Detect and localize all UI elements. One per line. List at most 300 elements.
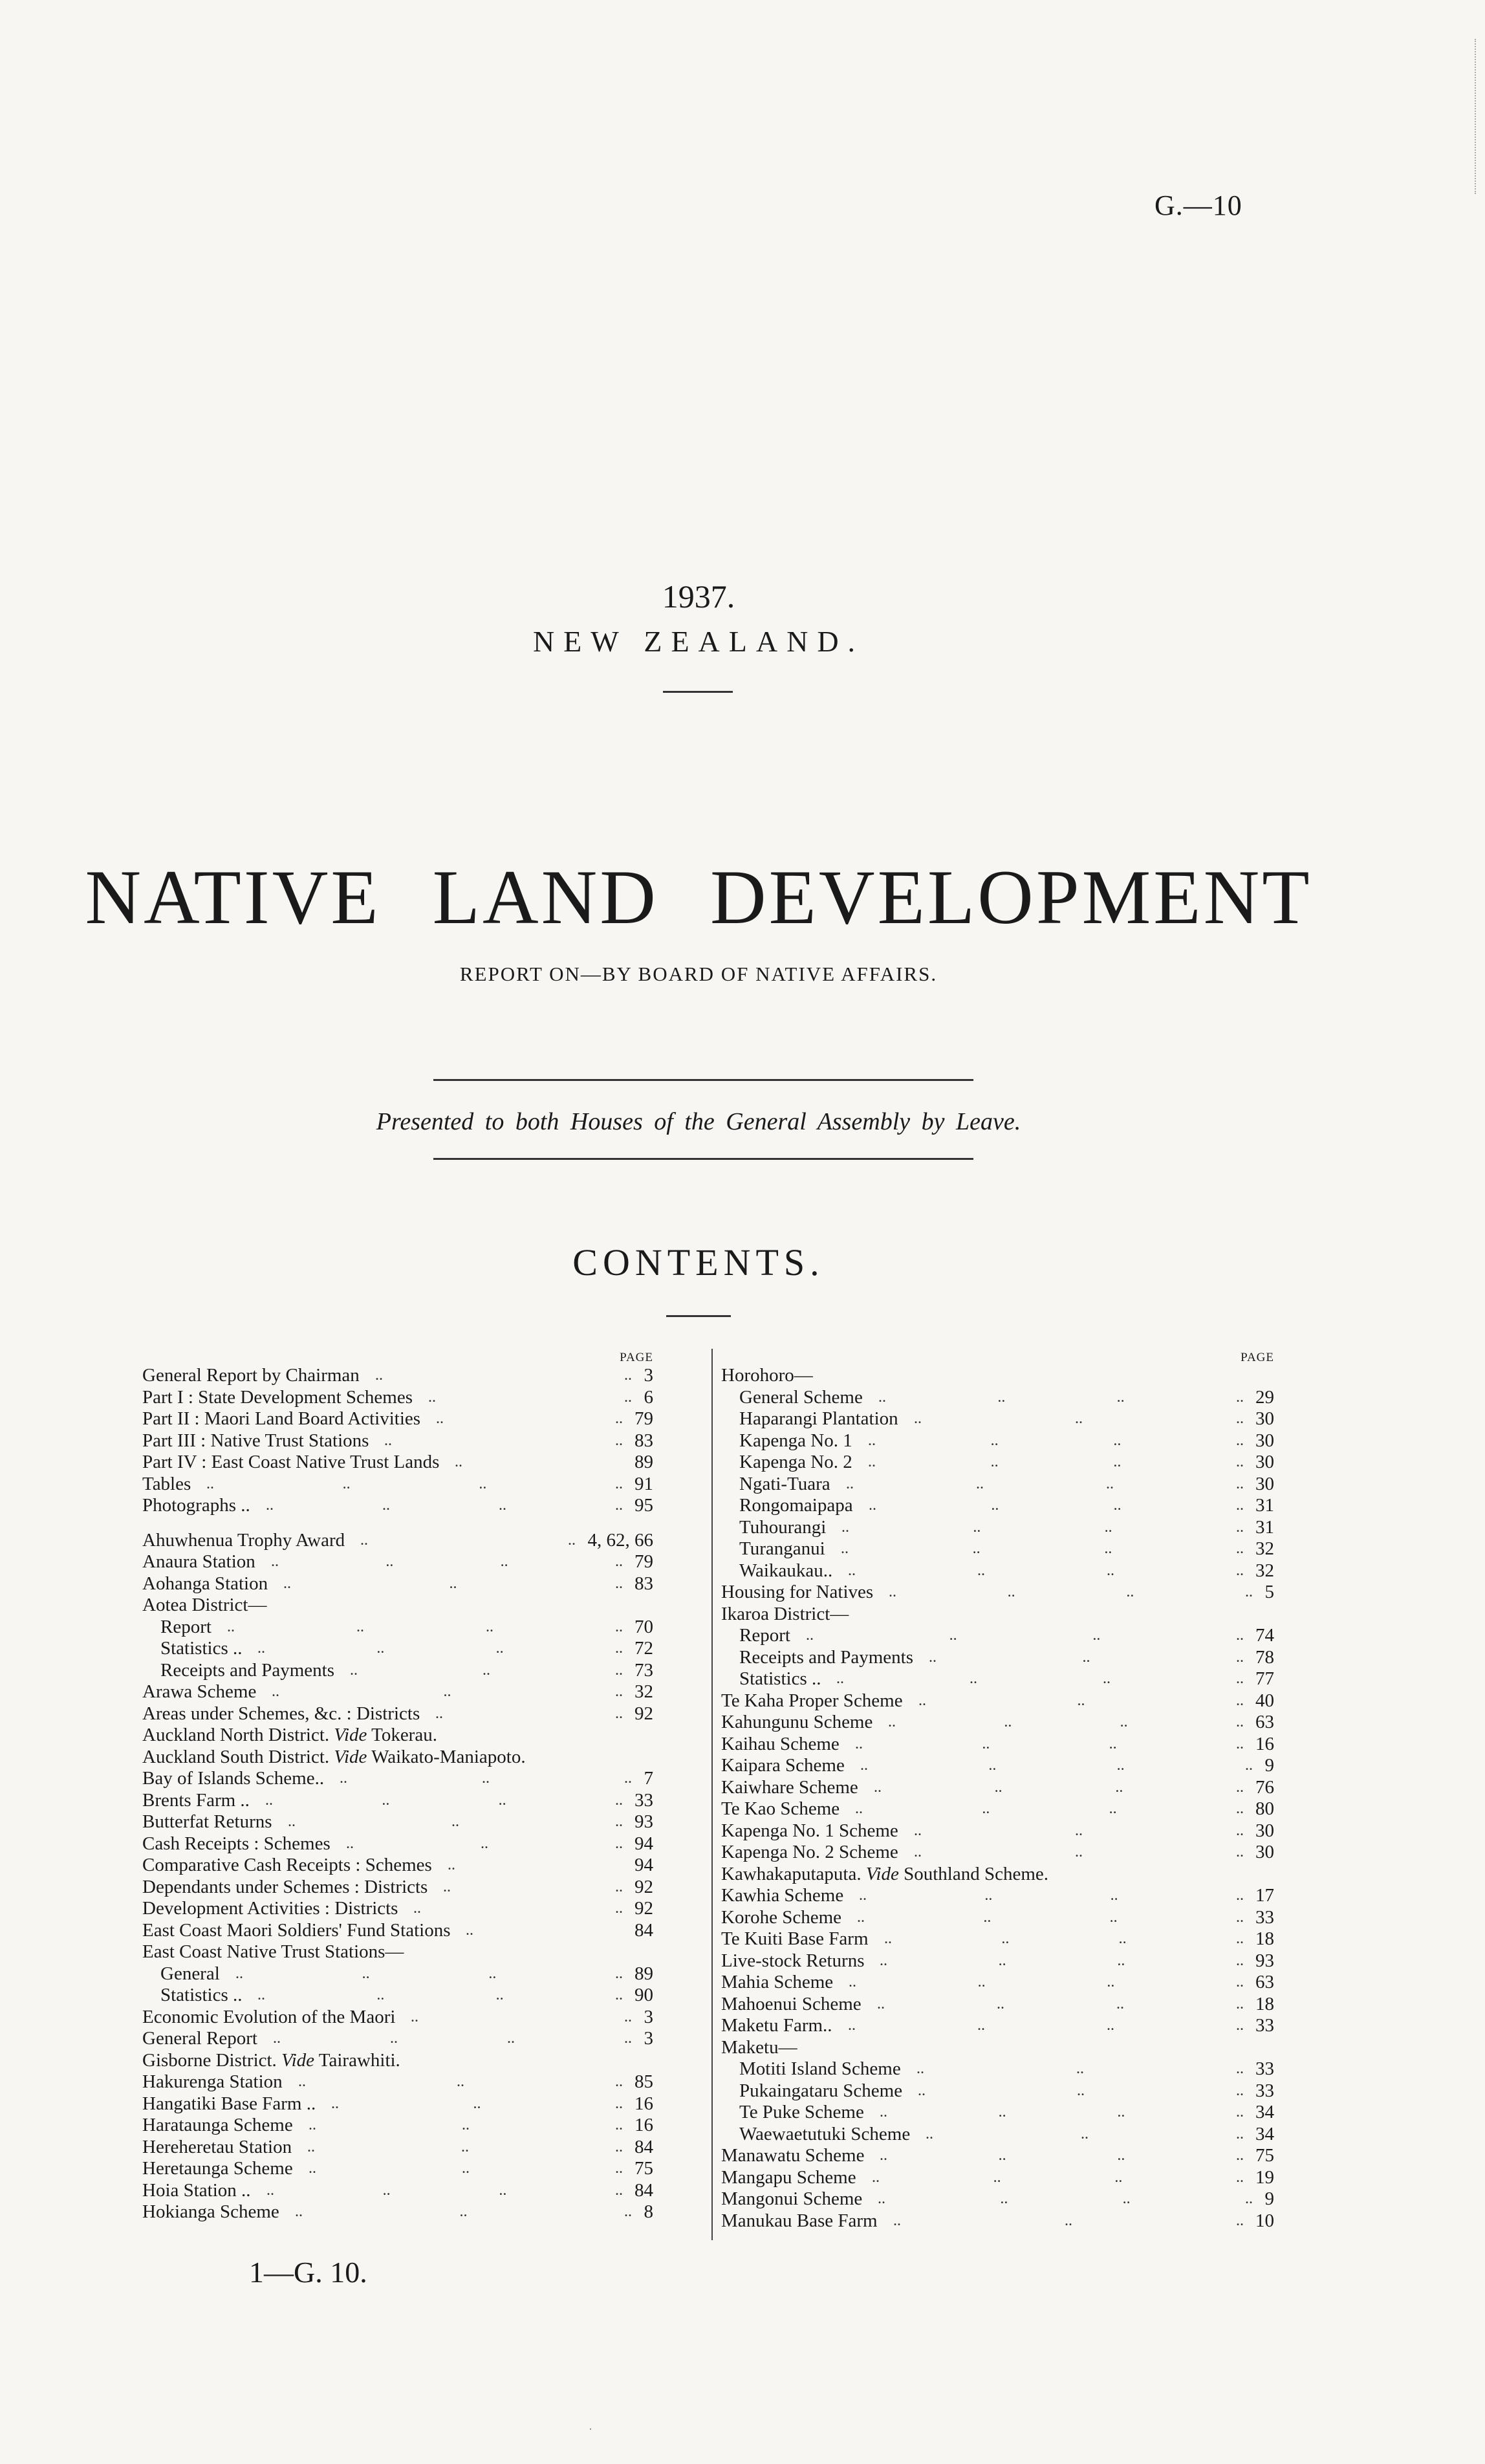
entry-page-number: 33 bbox=[1255, 1906, 1274, 1928]
entry-label: Hakurenga Station bbox=[142, 2071, 283, 2092]
contents-entry bbox=[721, 2015, 1274, 2037]
entry-page-number: 84 bbox=[634, 2136, 653, 2157]
entry-page-number: 3 bbox=[644, 2028, 653, 2049]
leader-dots: .. .. .. .. bbox=[868, 1454, 1244, 1470]
entry-label: Maketu— bbox=[721, 2036, 797, 2058]
contents-entry bbox=[721, 1712, 1274, 1734]
entry-label: Hereheretau Station bbox=[142, 2136, 292, 2157]
entry-label: Kaihau Scheme bbox=[721, 1733, 840, 1754]
entry-page-number: 75 bbox=[634, 2158, 653, 2179]
entry-page-number: 18 bbox=[1255, 1993, 1274, 2014]
leader-dots: .. .. .. .. bbox=[855, 1735, 1244, 1752]
entry-page-number: 90 bbox=[634, 1985, 653, 2005]
leader-dots: .. .. .. .. bbox=[846, 1475, 1244, 1492]
contents-entry bbox=[721, 1950, 1274, 1972]
contents-entry bbox=[142, 2050, 653, 2072]
contents-entry bbox=[142, 2201, 653, 2223]
entry-page-number: 34 bbox=[1255, 2123, 1274, 2144]
contents-entry bbox=[721, 1495, 1274, 1517]
entry-page-number: 95 bbox=[634, 1495, 653, 1516]
entry-label: Tables bbox=[142, 1473, 191, 1494]
leader-dots: .. .. .. .. bbox=[884, 1930, 1244, 1947]
contents-entry bbox=[721, 1387, 1274, 1409]
entry-label: Heretaunga Scheme bbox=[142, 2158, 293, 2179]
contents-entry bbox=[142, 1551, 653, 1573]
entry-page-number: 79 bbox=[634, 1551, 653, 1572]
entry-label: Ngati-Tuara bbox=[739, 1473, 830, 1494]
entry-label: Part III : Native Trust Stations bbox=[142, 1430, 369, 1451]
leader-dots: .. .. .. bbox=[914, 1410, 1244, 1427]
contents-entry bbox=[721, 2080, 1274, 2102]
entry-label: Arawa Scheme bbox=[142, 1681, 257, 1702]
entry-page-number: 19 bbox=[1255, 2166, 1274, 2188]
leader-dots: .. .. bbox=[384, 1432, 623, 1449]
contents-entry bbox=[721, 1408, 1274, 1430]
leader-dots: .. .. .. .. bbox=[836, 1670, 1244, 1687]
contents-entry bbox=[142, 1725, 653, 1747]
presented-line: Presented to both Houses of the General Assembly by Leave. bbox=[376, 1108, 1021, 1135]
leader-dots: .. .. .. .. bbox=[859, 1887, 1244, 1904]
leader-dots: .. .. .. bbox=[926, 2125, 1244, 2142]
entry-page-number: 32 bbox=[1255, 1560, 1274, 1581]
contents-entry bbox=[721, 2167, 1274, 2189]
leader-dots: .. .. .. .. bbox=[860, 1757, 1253, 1774]
entry-label: Gisborne District. Vide Tairawhiti. bbox=[142, 2049, 400, 2071]
entry-label: Waikaukau.. bbox=[739, 1560, 833, 1581]
leader-dots: .. .. .. .. bbox=[855, 1800, 1244, 1817]
entry-label: Ahuwhenua Trophy Award bbox=[142, 1529, 345, 1551]
entry-label: Report bbox=[160, 1616, 211, 1637]
leader-dots: .. .. bbox=[375, 1367, 632, 1384]
contents-entry bbox=[142, 2180, 653, 2202]
entry-label: Te Kuiti Base Farm bbox=[721, 1928, 869, 1949]
entry-label: Mahoenui Scheme bbox=[721, 1993, 862, 2014]
contents-entry bbox=[721, 1452, 1274, 1474]
leader-dots: .. .. .. .. bbox=[872, 2168, 1244, 2186]
contents-entry bbox=[142, 1452, 653, 1474]
entry-page-number: 34 bbox=[1255, 2102, 1274, 2122]
contents-entry bbox=[142, 1617, 653, 1639]
cross-reference: Tairawhiti. bbox=[318, 2049, 400, 2071]
leader-dots: .. bbox=[466, 1921, 473, 1939]
leader-dots: .. .. .. .. bbox=[878, 1388, 1244, 1406]
entry-page-number: 33 bbox=[1255, 2080, 1274, 2101]
entry-page-number: 78 bbox=[1255, 1646, 1274, 1668]
entry-label: Areas under Schemes, &c. : Districts bbox=[142, 1703, 420, 1724]
entry-page-number: 8 bbox=[644, 2201, 653, 2222]
leader-dots: .. .. .. bbox=[272, 1683, 623, 1700]
entry-page-number: 6 bbox=[644, 1386, 653, 1408]
entry-page-number: 18 bbox=[1255, 1928, 1274, 1949]
leader-dots: .. .. .. .. bbox=[265, 1791, 623, 1809]
vide-marker: Vide bbox=[281, 2049, 315, 2071]
entry-label: Aohanga Station bbox=[142, 1573, 268, 1594]
contents-entry bbox=[142, 1681, 653, 1703]
entry-label: Live-stock Returns bbox=[721, 1950, 865, 1971]
entry-page-number: 33 bbox=[634, 1789, 653, 1811]
entry-label: Kaiwhare Scheme bbox=[721, 1776, 858, 1798]
entry-page-number: 83 bbox=[634, 1430, 653, 1451]
contents-entry bbox=[721, 1604, 1274, 1626]
leader-dots: .. .. .. bbox=[340, 1770, 632, 1787]
entry-page-number: 30 bbox=[1255, 1408, 1274, 1429]
entry-page-number: 80 bbox=[1255, 1798, 1274, 1819]
entry-page-number: 30 bbox=[1255, 1473, 1274, 1494]
contents-entry bbox=[142, 1595, 653, 1617]
contents-entry bbox=[142, 2093, 653, 2115]
entry-label: Turanganui bbox=[739, 1538, 825, 1559]
entry-page-number: 77 bbox=[1255, 1668, 1274, 1689]
entry-page-number: 31 bbox=[1255, 1516, 1274, 1538]
entry-page-number: 94 bbox=[634, 1855, 653, 1875]
entry-page-number: 75 bbox=[1255, 2145, 1274, 2166]
entry-label: Kapenga No. 2 Scheme bbox=[721, 1842, 898, 1862]
contents-entry bbox=[721, 1734, 1274, 1756]
entry-page-number: 16 bbox=[634, 2093, 653, 2114]
contents-entry bbox=[721, 1582, 1274, 1604]
leader-dots: .. .. .. bbox=[288, 1813, 623, 1830]
contents-entry bbox=[142, 1855, 653, 1877]
footer-code: 1—G. 10. bbox=[249, 2256, 367, 2289]
contents-entry bbox=[142, 2007, 653, 2029]
contents-entry bbox=[721, 2102, 1274, 2124]
entry-page-number: 94 bbox=[634, 1833, 653, 1854]
entry-page-number: 84 bbox=[634, 2179, 653, 2201]
leader-dots: .. .. .. .. bbox=[257, 1640, 623, 1657]
entry-label: Kawhakaputaputa. Vide Southland Scheme. bbox=[721, 1863, 1049, 1884]
contents-entry bbox=[142, 1638, 653, 1660]
entry-label: Part IV : East Coast Native Trust Lands bbox=[142, 1452, 440, 1472]
contents-entry bbox=[142, 1573, 653, 1595]
entry-label: Mangapu Scheme bbox=[721, 2166, 856, 2188]
entry-page-number: 40 bbox=[1255, 1690, 1274, 1711]
contents-entry bbox=[721, 1365, 1274, 1387]
entry-page-number: 93 bbox=[634, 1811, 653, 1832]
entry-label: Waewaetutuki Scheme bbox=[739, 2123, 911, 2144]
leader-dots: .. .. .. bbox=[929, 1648, 1244, 1666]
contents-entry bbox=[721, 1647, 1274, 1669]
contents-entry bbox=[721, 1430, 1274, 1452]
leader-dots: .. .. .. bbox=[295, 2203, 632, 2220]
contents-entry bbox=[142, 1941, 653, 1963]
column-divider bbox=[711, 1349, 713, 2240]
entry-label: Korohe Scheme bbox=[721, 1906, 842, 1928]
entry-page-number: 32 bbox=[1255, 1538, 1274, 1559]
leader-dots: .. .. .. bbox=[283, 1575, 623, 1592]
contents-entry bbox=[142, 1963, 653, 1985]
contents-entry bbox=[721, 1690, 1274, 1712]
contents-entry bbox=[142, 1790, 653, 1812]
entry-label: General Report by Chairman bbox=[142, 1365, 360, 1386]
leader-dots: .. .. .. bbox=[916, 2060, 1244, 2077]
leader-dots: .. .. .. .. bbox=[848, 2017, 1244, 2034]
contents-entry bbox=[142, 2028, 653, 2050]
page-column-label: PAGE bbox=[620, 1351, 653, 1364]
entry-label: Brents Farm .. bbox=[142, 1789, 250, 1811]
contents-entry bbox=[142, 1833, 653, 1855]
leader-dots: .. .. .. .. bbox=[877, 1995, 1244, 2012]
leader-dots: .. .. .. .. bbox=[271, 1553, 623, 1570]
leader-dots: .. .. .. .. bbox=[227, 1618, 623, 1635]
year: 1937. bbox=[662, 578, 735, 615]
entry-page-number: 79 bbox=[634, 1408, 653, 1429]
leader-dots: .. .. .. .. bbox=[806, 1627, 1244, 1644]
entry-page-number: 17 bbox=[1255, 1885, 1274, 1906]
entry-page-number: 4, 62, 66 bbox=[587, 1529, 653, 1551]
contents-entry bbox=[721, 2037, 1274, 2059]
entry-page-number: 85 bbox=[634, 2071, 653, 2092]
divider-rule bbox=[663, 691, 733, 693]
leader-dots: .. .. .. .. bbox=[869, 1497, 1244, 1514]
contents-entry bbox=[142, 1747, 653, 1769]
entry-label: Development Activities : Districts bbox=[142, 1898, 398, 1919]
leader-dots: .. .. .. bbox=[918, 1692, 1244, 1709]
contents-column-right bbox=[721, 1352, 1274, 2232]
contents-entry bbox=[142, 1408, 653, 1430]
divider-rule bbox=[433, 1158, 973, 1160]
contents-list bbox=[721, 1365, 1274, 2232]
leader-dots: .. .. .. bbox=[307, 2138, 623, 2155]
entry-label: Economic Evolution of the Maori bbox=[142, 2006, 396, 2027]
entry-label: Mahia Scheme bbox=[721, 1972, 834, 1992]
entry-page-number: 3 bbox=[644, 1365, 653, 1386]
entry-label: Te Kaha Proper Scheme bbox=[721, 1690, 903, 1711]
contents-entry bbox=[721, 1474, 1274, 1496]
entry-page-number: 70 bbox=[634, 1616, 653, 1637]
entry-page-number: 33 bbox=[1255, 2058, 1274, 2079]
entry-page-number: 33 bbox=[1255, 2015, 1274, 2036]
entry-label: Maketu Farm.. bbox=[721, 2015, 832, 2036]
entry-label: Pukaingataru Scheme bbox=[739, 2080, 903, 2101]
entry-label: Statistics .. bbox=[160, 1985, 243, 2005]
contents-entry bbox=[721, 2188, 1274, 2210]
entry-label: Anaura Station bbox=[142, 1551, 255, 1572]
contents-entry bbox=[142, 1920, 653, 1942]
entry-page-number: 32 bbox=[634, 1681, 653, 1702]
contents-entry bbox=[721, 1907, 1274, 1929]
contents-entry bbox=[721, 1517, 1274, 1539]
leader-dots: .. .. bbox=[428, 1388, 632, 1406]
leader-dots: .. .. .. bbox=[309, 2160, 623, 2177]
leader-dots: .. .. .. .. bbox=[889, 1584, 1253, 1600]
entry-label: East Coast Native Trust Stations— bbox=[142, 1941, 404, 1962]
vide-marker: Vide bbox=[865, 1863, 899, 1884]
leader-dots: .. .. .. .. bbox=[206, 1475, 623, 1492]
contents-entry bbox=[721, 1755, 1274, 1777]
entry-page-number: 84 bbox=[634, 1919, 653, 1941]
contents-entry bbox=[721, 1842, 1274, 1864]
entry-label: Motiti Island Scheme bbox=[739, 2058, 901, 2079]
contents-entry bbox=[721, 1798, 1274, 1820]
contents-entry bbox=[721, 1820, 1274, 1842]
entry-label: Kaipara Scheme bbox=[721, 1755, 845, 1776]
entry-label: Housing for Natives bbox=[721, 1582, 874, 1602]
entry-label: Hangatiki Base Farm .. bbox=[142, 2093, 316, 2114]
contents-entry bbox=[721, 1972, 1274, 1994]
leader-dots: .. .. .. bbox=[331, 2095, 623, 2112]
entry-label: Manawatu Scheme bbox=[721, 2145, 865, 2166]
contents-entry bbox=[142, 1985, 653, 2007]
entry-page-number: 89 bbox=[634, 1452, 653, 1472]
entry-page-number: 92 bbox=[634, 1898, 653, 1919]
contents-entry bbox=[142, 2158, 653, 2180]
entry-label: Auckland North District. Vide Tokerau. bbox=[142, 1725, 437, 1745]
leader-dots: .. .. .. .. bbox=[841, 1540, 1244, 1557]
entry-page-number: 72 bbox=[634, 1638, 653, 1659]
contents-entry bbox=[721, 2058, 1274, 2080]
entry-label: General Scheme bbox=[739, 1386, 863, 1408]
entry-page-number: 91 bbox=[634, 1473, 653, 1494]
contents-entry bbox=[721, 2145, 1274, 2167]
entry-label: Harataunga Scheme bbox=[142, 2115, 293, 2135]
entry-page-number: 92 bbox=[634, 1703, 653, 1724]
leader-dots: .. .. .. bbox=[918, 2082, 1244, 2099]
leader-dots: .. .. .. .. bbox=[849, 1974, 1244, 1990]
entry-label: Mangonui Scheme bbox=[721, 2188, 863, 2209]
leader-dots: .. .. bbox=[435, 1705, 623, 1722]
contents-entry bbox=[142, 1365, 653, 1387]
contents-entry bbox=[142, 1660, 653, 1682]
entry-page-number: 3 bbox=[644, 2006, 653, 2027]
contents-entry bbox=[721, 1928, 1274, 1950]
contents-list bbox=[142, 1365, 653, 2223]
leader-dots: .. .. .. .. bbox=[888, 1714, 1244, 1730]
leader-dots: .. bbox=[455, 1454, 462, 1470]
vide-marker: Vide bbox=[334, 1725, 367, 1745]
entry-page-number: 9 bbox=[1264, 2188, 1274, 2209]
entry-label: Kapenga No. 2 bbox=[739, 1452, 852, 1472]
leader-dots: .. .. bbox=[443, 1878, 623, 1895]
entry-page-number: 92 bbox=[634, 1876, 653, 1897]
cross-reference: Waikato-Maniapoto. bbox=[371, 1746, 526, 1767]
entry-label: Te Puke Scheme bbox=[739, 2102, 864, 2122]
entry-label: Butterfat Returns bbox=[142, 1811, 272, 1832]
contents-entry bbox=[721, 1668, 1274, 1690]
contents-entry bbox=[721, 2210, 1274, 2232]
entry-page-number: 30 bbox=[1255, 1820, 1274, 1841]
entry-page-number: 9 bbox=[1264, 1755, 1274, 1776]
contents-entry bbox=[142, 1495, 653, 1517]
entry-label: Aotea District— bbox=[142, 1595, 267, 1615]
contents-entry bbox=[721, 1777, 1274, 1799]
entry-label: Statistics .. bbox=[739, 1668, 821, 1689]
stray-mark: · bbox=[589, 2423, 592, 2436]
entry-label: Kahungunu Scheme bbox=[721, 1712, 873, 1732]
contents-entry bbox=[142, 1768, 653, 1790]
leader-dots: .. .. .. .. bbox=[880, 1952, 1244, 1969]
entry-label: Bay of Islands Scheme.. bbox=[142, 1768, 325, 1789]
leader-dots: .. .. bbox=[360, 1531, 576, 1549]
entry-label: Haparangi Plantation bbox=[739, 1408, 898, 1429]
leader-dots: .. bbox=[448, 1857, 455, 1873]
contents-entry bbox=[721, 1560, 1274, 1582]
entry-page-number: 7 bbox=[644, 1768, 653, 1789]
leader-dots: .. .. .. .. bbox=[273, 2030, 632, 2047]
leader-dots: .. .. .. bbox=[893, 2212, 1244, 2229]
leader-dots: .. .. .. bbox=[914, 1822, 1244, 1839]
contents-entry bbox=[142, 1877, 653, 1899]
entry-label: Report bbox=[739, 1625, 790, 1646]
vide-marker: Vide bbox=[334, 1746, 367, 1767]
contents-entry bbox=[142, 1703, 653, 1725]
contents-entry bbox=[142, 2137, 653, 2159]
leader-dots: .. .. bbox=[413, 1900, 623, 1917]
leader-dots: .. .. .. .. bbox=[266, 2181, 623, 2199]
contents-entry bbox=[721, 1864, 1274, 1886]
leader-dots: .. .. .. .. bbox=[848, 1562, 1244, 1579]
leader-dots: .. .. .. bbox=[298, 2073, 623, 2090]
contents-entry bbox=[721, 1625, 1274, 1647]
contents-entry bbox=[142, 1474, 653, 1496]
entry-label: Part II : Maori Land Board Activities bbox=[142, 1408, 421, 1429]
entry-page-number: 30 bbox=[1255, 1452, 1274, 1472]
entry-label: Receipts and Payments bbox=[739, 1646, 914, 1668]
entry-page-number: 63 bbox=[1255, 1972, 1274, 1992]
entry-label: Cash Receipts : Schemes bbox=[142, 1833, 331, 1854]
entry-label: Rongomaipapa bbox=[739, 1495, 853, 1516]
entry-label: Kapenga No. 1 Scheme bbox=[721, 1820, 898, 1841]
entry-label: Ikaroa District— bbox=[721, 1603, 849, 1624]
entry-page-number: 63 bbox=[1255, 1712, 1274, 1732]
cross-reference: Southland Scheme. bbox=[904, 1863, 1049, 1884]
entry-page-number: 31 bbox=[1255, 1495, 1274, 1516]
entry-label: Statistics .. bbox=[160, 1638, 243, 1659]
leader-dots: .. .. .. bbox=[346, 1835, 623, 1852]
entry-label: General Report bbox=[142, 2028, 257, 2049]
entry-page-number: 29 bbox=[1255, 1386, 1274, 1408]
entry-label: Te Kao Scheme bbox=[721, 1798, 840, 1819]
page-column-label: PAGE bbox=[1241, 1351, 1274, 1364]
page-edge-mark bbox=[1475, 39, 1476, 194]
entry-page-number: 10 bbox=[1255, 2210, 1274, 2231]
entry-label: Auckland South District. Vide Waikato-Maniapoto. bbox=[142, 1746, 526, 1767]
entry-page-number: 16 bbox=[634, 2115, 653, 2135]
contents-entry bbox=[142, 1430, 653, 1452]
entry-page-number: 83 bbox=[634, 1573, 653, 1594]
contents-heading: CONTENTS. bbox=[572, 1241, 825, 1283]
entry-label: East Coast Maori Soldiers' Fund Stations bbox=[142, 1919, 451, 1941]
leader-dots: .. .. .. .. bbox=[857, 1908, 1244, 1926]
entry-label: Part I : State Development Schemes bbox=[142, 1386, 413, 1408]
entry-label: Comparative Cash Receipts : Schemes bbox=[142, 1855, 432, 1875]
divider-rule bbox=[666, 1315, 731, 1317]
cross-reference: Tokerau. bbox=[371, 1725, 437, 1745]
entry-label: Kawhia Scheme bbox=[721, 1885, 844, 1906]
leader-dots: .. .. .. .. bbox=[235, 1965, 623, 1982]
contents-entry bbox=[142, 1530, 653, 1552]
contents-entry bbox=[721, 1538, 1274, 1560]
leader-dots: .. .. .. .. bbox=[880, 2104, 1244, 2121]
entry-label: Hoia Station .. bbox=[142, 2179, 251, 2201]
entry-label: Horohoro— bbox=[721, 1365, 813, 1386]
leader-dots: .. .. .. bbox=[309, 2117, 623, 2133]
leader-dots: .. .. .. .. bbox=[841, 1518, 1244, 1536]
entry-page-number: 73 bbox=[634, 1659, 653, 1681]
contents-entry bbox=[142, 1811, 653, 1833]
entry-label: Photographs .. bbox=[142, 1495, 250, 1516]
contents-entry bbox=[721, 1885, 1274, 1907]
entry-page-number: 89 bbox=[634, 1963, 653, 1984]
entry-page-number: 5 bbox=[1264, 1582, 1274, 1602]
leader-dots: .. .. .. bbox=[914, 1844, 1244, 1860]
entry-label: General bbox=[160, 1963, 220, 1984]
document-title: NATIVE LAND DEVELOPMENT bbox=[85, 854, 1312, 940]
entry-label: Kapenga No. 1 bbox=[739, 1430, 852, 1451]
contents-entry bbox=[142, 2115, 653, 2137]
contents-entry bbox=[142, 1898, 653, 1920]
entry-label: Dependants under Schemes : Districts bbox=[142, 1876, 428, 1897]
contents-entry bbox=[721, 1994, 1274, 2016]
